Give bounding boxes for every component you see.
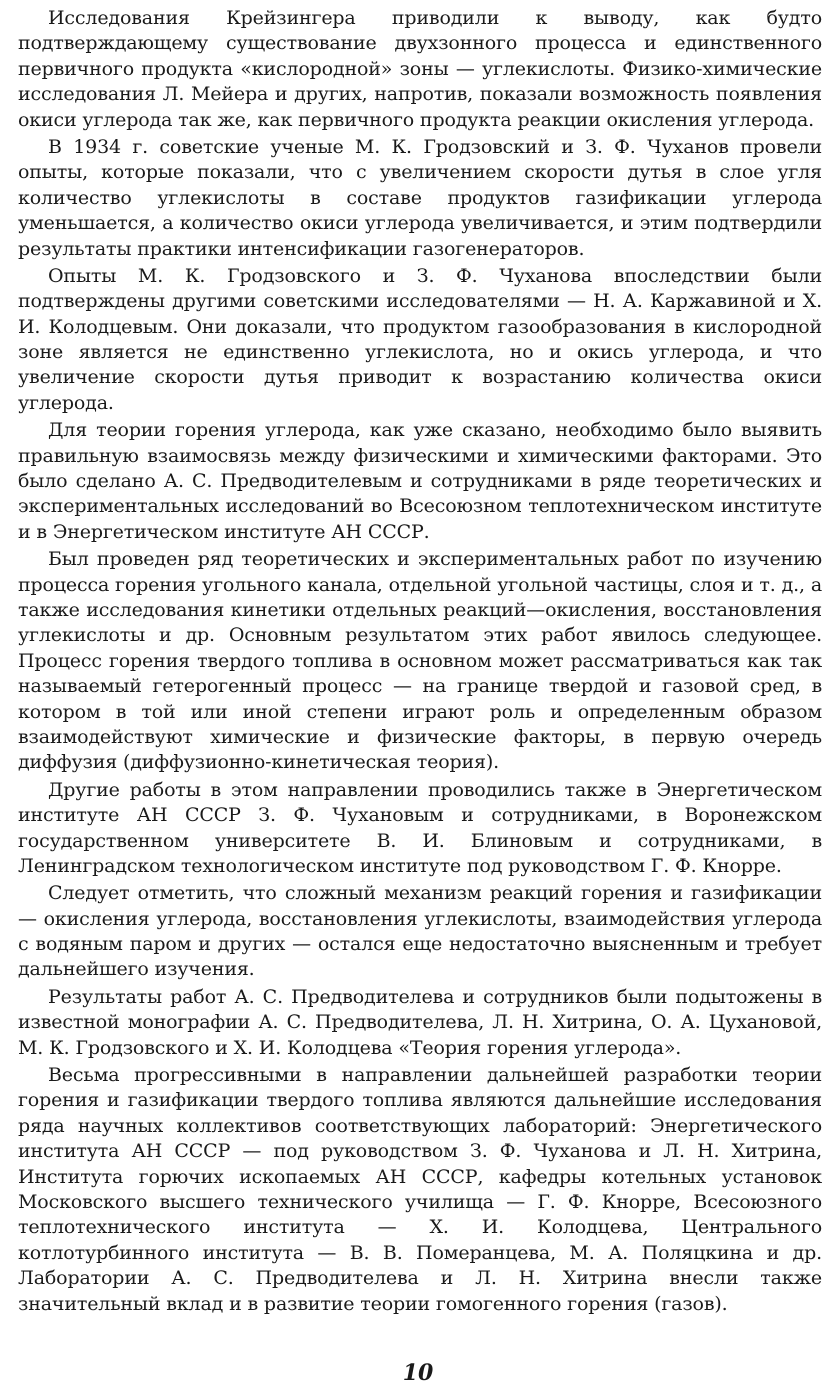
paragraph-5: Был проведен ряд теоретических и экспериментальных работ по изучению процесса горения угольного канала, отдельной угольной частицы, слоя и т. д., а также исследования кинетики отдельных реакций—окисления, восстановления углекислоты и др. Основным результатом этих работ явилось следующее. Процесс горения твердого топлива в основном может рассматриваться как так называемый гетерогенный процесс — на границе твердой и газовой сред, в котором в той или иной степени играют роль и определенным образом взаимодействуют химические и физические факторы, в первую очередь диффузия (диффузионно-кинетическая теория). <box>18 548 822 774</box>
paragraph-4: Для теории горения углерода, как уже сказано, необходимо было выявить правильную взаимосвязь между физическими и химическими факторами. Это было сделано А. С. Предводителевым и сотрудниками в ряде теоретических и экспериментальных исследований во Всесоюзном теплотехническом институте и в Энергетическом институте АН СССР. <box>18 419 822 543</box>
paragraph-9: Весьма прогрессивными в направлении дальнейшей разработки теории горения и газификации твердого топлива являются дальнейшие исследования ряда научных коллективов соответствующих лабораторий: Энергетического института АН СССР — под руководством З. Ф. Чуханова и Л. Н. Хитрина, Института горючих ископаемых АН СССР, кафедры котельных установок Московского высшего технического училища — Г. Ф. Кнорре, Всесоюзного теплотехнического института — Х. И. Колодцева, Центрального котлотурбинного института — В. В. Померанцева, М. А. Поляцкина и др. Лаборатории А. С. Предводителева и Л. Н. Хитрина внесли также значительный вклад и в развитие теории гомогенного горения (газов). <box>18 1064 822 1315</box>
paragraph-2: В 1934 г. советские ученые М. К. Гродзовский и З. Ф. Чуханов провели опыты, которые показали, что с увеличением скорости дутья в слое угля количество углекислоты в составе продуктов газификации углерода уменьшается, а количество окиси углерода увеличивается, и этим подтвердили результаты практики интенсификации газогенераторов. <box>18 135 822 260</box>
paragraph-1: Исследования Крейзингера приводили к выводу, как будто подтверждающему существование двухзонного процесса и единственного первичного продукта «кислородной» зоны — углекислоты. Физико-химические исследования Л. Мейера и других, напротив, показали возможность появления окиси углерода так же, как первичного продукта реакции окисления углерода. <box>18 7 822 131</box>
paragraph-7: Следует отметить, что сложный механизм реакций горения и газификации — окисления углерода, восстановления углекислоты, взаимодействия углерода с водяным паром и других — остался еще недостаточно выясненным и требует дальнейшего изучения. <box>18 882 822 981</box>
paragraph-3: Опыты М. К. Гродзовского и З. Ф. Чуханова впоследствии были подтверждены другими советскими исследователями — Н. А. Каржавиной и Х. И. Колодцевым. Они доказали, что продуктом газообразования в кислородной зоне является не единственно углекислота, но и окись углерода, и что увеличение скорости дутья приводит к возрастанию количества окиси углерода. <box>18 264 822 414</box>
page-number: 10 <box>402 1360 434 1386</box>
paragraph-8: Результаты работ А. С. Предводителева и сотрудников были подытожены в известной монографии А. С. Предводителева, Л. Н. Хитрина, О. А. Цухановой, М. К. Гродзовского и Х. И. Колодцева «Теория горения углерода». <box>18 985 822 1059</box>
body-text <box>18 6 822 1317</box>
paragraph-6: Другие работы в этом направлении проводились также в Энергетическом институте АН СССР З. Ф. Чухановым и сотрудниками, в Воронежском государственном университете В. И. Блиновым и сотрудниками, в Ленинградском технологическом институте под руководством Г. Ф. Кнорре. <box>18 778 822 877</box>
